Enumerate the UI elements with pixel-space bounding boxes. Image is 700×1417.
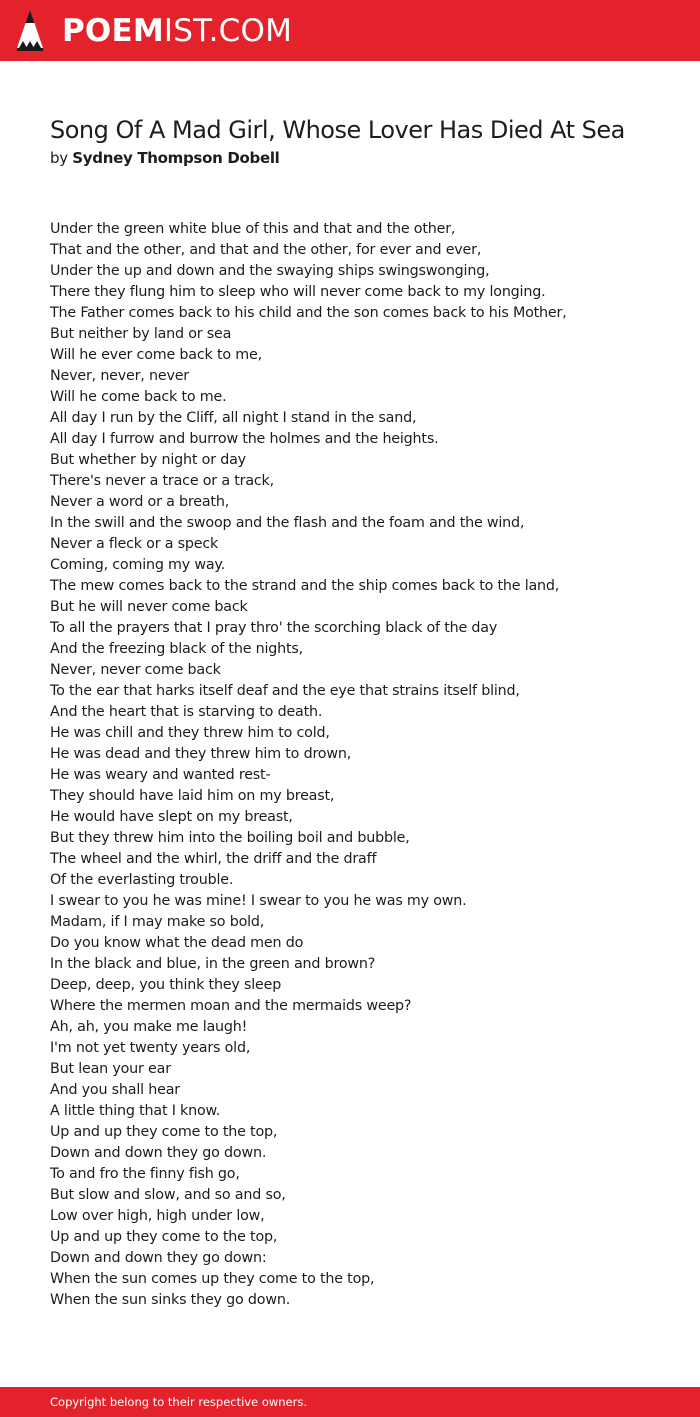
- poem-line: Coming, coming my way.: [50, 557, 225, 573]
- poem-line: But whether by night or day: [50, 452, 246, 468]
- poem-line: The Father comes back to his child and the son comes back to his Mother,: [50, 305, 567, 321]
- poem-line: Down and down they go down.: [50, 1145, 267, 1161]
- poem-line: And the freezing black of the nights,: [50, 641, 304, 657]
- poem-line: When the sun comes up they come to the top,: [50, 1271, 375, 1287]
- poem-line: Never, never, never: [50, 368, 189, 384]
- copyright-text: Copyright belong to their respective owners.: [50, 1395, 308, 1409]
- site-footer: [0, 1387, 700, 1417]
- poem-line: The mew comes back to the strand and the ship comes back to the land,: [50, 578, 560, 594]
- poem-line: Down and down they go down:: [50, 1250, 267, 1266]
- poem-line: But neither by land or sea: [50, 326, 232, 342]
- poem-line: Where the mermen moan and the mermaids weep?: [50, 998, 412, 1014]
- poem-line: Will he ever come back to me,: [50, 347, 262, 363]
- poem-line: They should have laid him on my breast,: [50, 788, 335, 804]
- poem-line: He was weary and wanted rest-: [50, 767, 271, 783]
- poem-line: Never a word or a breath,: [50, 494, 230, 510]
- poem-line: In the swill and the swoop and the flash and the foam and the wind,: [50, 515, 525, 531]
- poem-line: Up and up they come to the top,: [50, 1229, 278, 1245]
- poem-line: Low over high, high under low,: [50, 1208, 265, 1224]
- poem-line: But they threw him into the boiling boil and bubble,: [50, 830, 410, 846]
- poem-line: Up and up they come to the top,: [50, 1124, 278, 1140]
- logo-text-bold: POEM: [62, 13, 164, 49]
- poem-line: But he will never come back: [50, 599, 248, 615]
- poem-line: That and the other, and that and the other, for ever and ever,: [50, 242, 482, 258]
- poem-line: Will he come back to me.: [50, 389, 227, 405]
- poem-line: And the heart that is starving to death.: [50, 704, 323, 720]
- poem-line: And you shall hear: [50, 1082, 180, 1098]
- poem-line: He was chill and they threw him to cold,: [50, 725, 330, 741]
- poem-line: To all the prayers that I pray thro' the scorching black of the day: [50, 620, 498, 636]
- poem-author: Sydney Thompson Dobell: [72, 149, 280, 167]
- poem-line: Under the up and down and the swaying ships swingswonging,: [50, 263, 490, 279]
- poem-line: There's never a trace or a track,: [50, 473, 274, 489]
- poem-line: To and fro the finny fish go,: [50, 1166, 240, 1182]
- poem-line: Never a fleck or a speck: [50, 536, 219, 552]
- poem-line: He was dead and they threw him to drown,: [50, 746, 352, 762]
- poem-line: Do you know what the dead men do: [50, 935, 304, 951]
- by-label: by: [50, 149, 68, 167]
- poem-line: In the black and blue, in the green and brown?: [50, 956, 376, 972]
- site-logo[interactable]: [62, 9, 292, 53]
- poem-line: But slow and slow, and so and so,: [50, 1187, 286, 1203]
- poem-line: Never, never come back: [50, 662, 221, 678]
- poem-line: All day I furrow and burrow the holmes and the heights.: [50, 431, 439, 447]
- poem-line: Deep, deep, you think they sleep: [50, 977, 282, 993]
- poem-line: To the ear that harks itself deaf and the eye that strains itself blind,: [50, 683, 520, 699]
- poem-line: Under the green white blue of this and that and the other,: [50, 221, 456, 237]
- site-header: [0, 0, 700, 61]
- poem-line: I swear to you he was mine! I swear to you he was my own.: [50, 893, 467, 909]
- poem-line: Ah, ah, you make me laugh!: [50, 1019, 248, 1035]
- poem-line: But lean your ear: [50, 1061, 171, 1077]
- poem-line: There they flung him to sleep who will never come back to my longing.: [50, 284, 546, 300]
- poem-line: The wheel and the whirl, the driff and the draff: [50, 851, 377, 867]
- poem-byline: [50, 149, 280, 167]
- logo-text-light: IST.COM: [163, 13, 293, 49]
- poem-line: When the sun sinks they go down.: [50, 1292, 291, 1308]
- poem-line: Of the everlasting trouble.: [50, 872, 234, 888]
- poem-line: He would have slept on my breast,: [50, 809, 293, 825]
- poem-line: I'm not yet twenty years old,: [50, 1040, 251, 1056]
- poem-title: Song Of A Mad Girl, Whose Lover Has Died At Sea: [50, 116, 625, 144]
- poem-line: All day I run by the Cliff, all night I stand in the sand,: [50, 410, 417, 426]
- poem-body: [50, 219, 670, 1311]
- poem-line: A little thing that I know.: [50, 1103, 221, 1119]
- poem-line: Madam, if I may make so bold,: [50, 914, 265, 930]
- pencil-logo-icon[interactable]: [15, 8, 45, 52]
